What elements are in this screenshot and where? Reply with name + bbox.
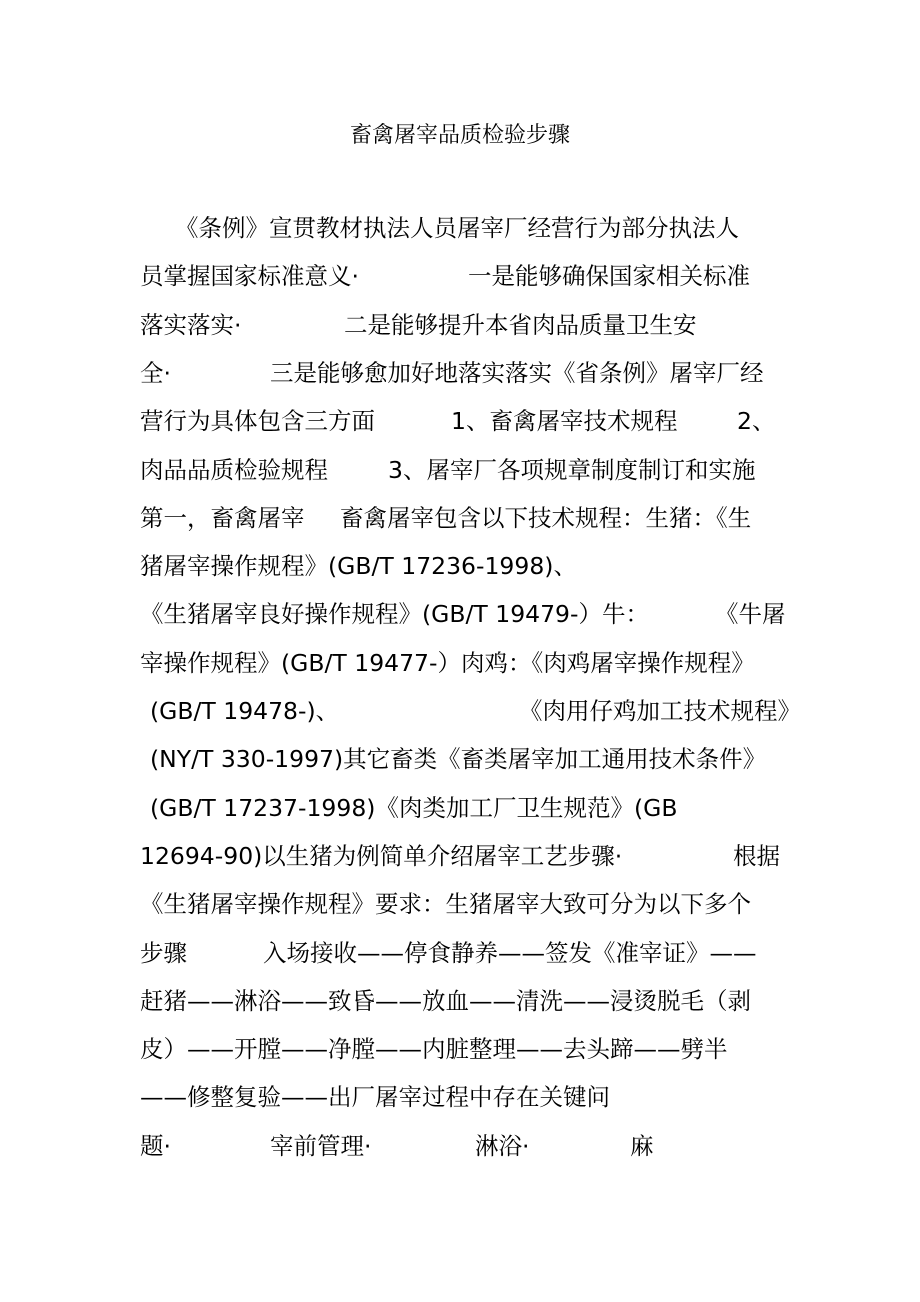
text-line-18-segment-1: 皮）——开膛——净膛——内脏整理——去头蹄——劈半 — [140, 1035, 728, 1064]
text-line-20-segment-3: 淋浴· — [475, 1131, 530, 1160]
text-line-13-segment-1: (GB/T 17237-1998)《肉类加工厂卫生规范》(GB — [150, 793, 678, 822]
text-line-6-segment-1: 肉品品质检验规程 — [140, 455, 328, 484]
text-line-20-segment-4: 麻 — [630, 1131, 654, 1160]
text-line-5-segment-3: 2、 — [737, 407, 776, 436]
text-line-3-segment-2: 二是能够提升本省肉品质量卫生安 — [344, 310, 697, 339]
text-line-7-segment-2: 畜禽屠宰包含以下技术规程：生猪：《生 — [340, 503, 752, 532]
text-line-19-segment-1: ——修整复验——出厂屠宰过程中存在关键问 — [140, 1083, 610, 1112]
text-line-4-segment-1: 全· — [140, 358, 171, 387]
text-line-14-segment-1: 12694-90)以生猪为例简单介绍屠宰工艺步骤· — [140, 841, 623, 870]
text-line-4-segment-2: 三是能够愈加好地落实落实《省条例》屠宰厂经 — [270, 358, 764, 387]
text-line-15-segment-1: 《生猪屠宰操作规程》要求：生猪屠宰大致可分为以下多个 — [140, 890, 751, 919]
text-line-5-segment-2: 1、畜禽屠宰技术规程 — [451, 407, 678, 436]
text-line-6-segment-2: 3、屠宰厂各项规章制度制订和实施 — [388, 455, 756, 484]
text-line-17-segment-1: 赶猪——淋浴——致昏——放血——清洗——浸烫脱毛（剥 — [140, 986, 751, 1015]
text-line-2-segment-2: 一是能够确保国家相关标准 — [468, 262, 750, 291]
text-line-11-segment-1: (GB/T 19478-)、 — [150, 697, 340, 725]
text-line-9-segment-1: 《生猪屠宰良好操作规程》(GB/T 19479-）牛： — [140, 600, 649, 629]
text-line-20-segment-2: 宰前管理· — [270, 1131, 372, 1160]
text-line-14-segment-2: 根据 — [733, 841, 780, 870]
text-line-9-segment-2: 《牛屠 — [715, 600, 786, 629]
text-line-5-segment-1: 营行为具体包含三方面 — [140, 407, 375, 436]
text-line-2-segment-1: 员掌握国家标准意义· — [140, 262, 359, 291]
text-line-7-segment-1: 第一，畜禽屠宰 — [140, 503, 305, 532]
text-line-12-segment-1: (NY/T 330-1997)其它畜类《畜类屠宰加工通用技术条件》 — [150, 745, 767, 774]
text-line-16-segment-1: 步骤 — [140, 938, 187, 967]
text-line-20-segment-1: 题· — [140, 1131, 171, 1160]
text-line-16-segment-2: 入场接收——停食静养——签发《准宰证》—— — [263, 938, 757, 967]
text-line-8-segment-1: 猪屠宰操作规程》(GB/T 17236-1998)、 — [140, 552, 577, 581]
document-title: 畜禽屠宰品质检验步骤 — [349, 123, 570, 148]
text-line-3-segment-1: 落实落实· — [140, 310, 242, 339]
text-line-10-segment-1: 宰操作规程》(GB/T 19477-）肉鸡：《肉鸡屠宰操作规程》 — [140, 648, 755, 677]
text-line-11-segment-2: 《肉用仔鸡加工技术规程》 — [519, 697, 801, 725]
text-line-1-segment-1: 《条例》宣贯教材执法人员屠宰厂经营行为部分执法人 — [175, 214, 739, 242]
